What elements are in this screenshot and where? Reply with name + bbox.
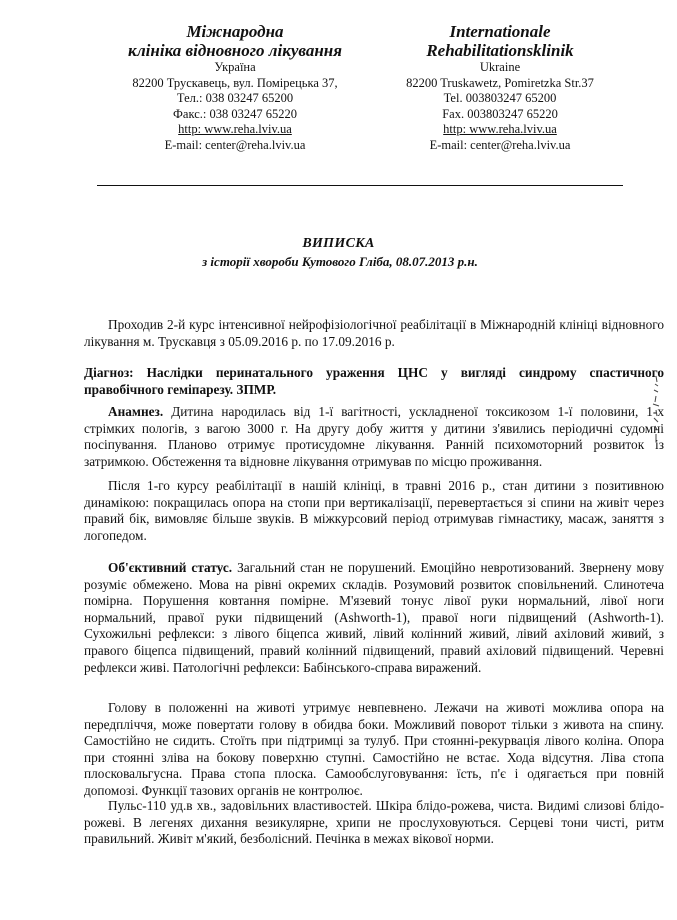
clinic-address-de: 82200 Truskawetz, Pomiretzka Str.37 — [406, 75, 594, 90]
clinic-country: Україна — [214, 60, 256, 74]
clinic-fax: Факс.: 038 03247 65220 — [173, 106, 297, 121]
document-title: ВИПИСКА — [302, 236, 375, 251]
after-course-paragraph: Після 1-го курсу реабілітації в нашій клініці, в травні 2016 р., стан дитини з позитивною динамікою: покращилась опора на стопи при вертикалізації, перевертається зі спини на живіт через правий бік, вимовляє більше звуків. В міжкурсовий період отримував гімнастику, масаж, заняття з логопедом. — [84, 478, 664, 543]
objective-status-label: Об'єктивний статус. — [108, 560, 233, 575]
objective-status-text: Загальний стан не порушений. Емоційно невротизований. Звернену мову розуміє обмежено. Мова на рівні окремих складів. Розумовий розвиток сповільнений. Слинотеча помірна. Порушення ковтання помірне. М'язевий тонус лівої руки нормальний, лівої ноги нормальний, правої руки підвищений (Ashworth-1), правої ноги підвищений (Ashworth-1). Сухожильні рефлекси: з лівого біцепса живий, лівий колінний живий, лівий ахіловий живий, з правого біцепса підвищений, правий колінний підвищений, правий ахіловий підвищений. Черевні рефлекси живі. Патологічні рефлекси: Бабінського-справа виражений. — [84, 560, 664, 675]
clinic-address: 82200 Трускавець, вул. Помірецька 37, — [132, 75, 338, 90]
scan-artifact-mark — [648, 372, 664, 446]
diagnosis-paragraph — [84, 365, 664, 398]
clinic-name-line-1-de: Internationale — [449, 22, 551, 41]
physical-exam-paragraph: Пульс-110 уд.в хв., задовільних властивостей. Шкіра блідо-рожева, чиста. Видимі слизові блідо-рожеві. В легенях дихання везикулярне, хрипи не прослуховуються. Серцеві тони чисті, ритм правильний. Живіт м'який, безболісний. Печінка в межах вікової норми. — [84, 798, 664, 847]
clinic-name-line-1: Міжнародна — [186, 22, 284, 41]
diagnosis-text: Наслідки перинатального ураження ЦНС у вигляді синдрому спастичного правобічного геміпарезу. ЗПМР. — [84, 365, 664, 397]
diagnosis-label: Діагноз: — [84, 365, 134, 380]
objective-status-paragraph — [84, 560, 664, 676]
anamnesis-paragraph — [84, 404, 664, 470]
clinic-website-link-de[interactable]: http: www.reha.lviv.ua — [443, 122, 557, 136]
clinic-header-german — [380, 22, 620, 153]
clinic-name-line-2: клініка відновного лікування — [128, 41, 342, 60]
clinic-fax-de: Fax. 003803247 65220 — [442, 106, 558, 121]
clinic-email[interactable]: E-mail: center@reha.lviv.ua — [164, 137, 306, 152]
anamnesis-text: Дитина народилась від 1-ї вагітності, ускладненої токсикозом 1-ї половини, 1-х стрімких пологів, з вагою 3000 г. На другу добу життя у дитини з'явились періодичні судомні посіпування. Планово отримує протисудомне лікування. Ранній психомоторний розвиток із затримкою. Обстеження та відновне лікування отримував по місцю проживання. — [84, 404, 664, 469]
anamnesis-label: Анамнез. — [108, 404, 164, 419]
clinic-email-de[interactable]: E-mail: center@reha.lviv.ua — [429, 137, 571, 152]
clinic-country-de: Ukraine — [479, 60, 521, 74]
clinic-name-line-2-de: Rehabilitationsklinik — [426, 41, 574, 60]
header-divider — [97, 185, 623, 186]
clinic-header-ukrainian — [95, 22, 375, 153]
motor-function-paragraph: Голову в положенні на животі утримує невпевнено. Лежачи на животі можлива опора на передпліччя, може повертати голову в обидва боки. Можливий поворот тільки з живота на спину. Самостійно не сидить. Стоїть при підтримці за тулуб. При стоянні-рекурвація лівого коліна. Опора при стоянні зліва на бокову поверхню ступні. Самостійно не встає. Хода відсутня. Ліва стопа плосковальгусна. Права стопа плоска. Самообслуговування: їсть, п'є і одягається при повній допомозі. Функції тазових органів не контролює. — [84, 700, 664, 798]
clinic-phone-de: Tel. 003803247 65200 — [443, 91, 557, 105]
document-subtitle: з історії хвороби Кутового Гліба, 08.07.2013 р.н. — [202, 254, 478, 269]
clinic-website-link[interactable]: http: www.reha.lviv.ua — [178, 122, 292, 136]
clinic-phone: Тел.: 038 03247 65200 — [176, 91, 294, 105]
intro-paragraph: Проходив 2-й курс інтенсивної нейрофізіологічної реабілітації в Міжнародній клініці відновного лікування м. Трускавця з 05.09.2016 р. по 17.09.2016 р. — [84, 317, 664, 349]
